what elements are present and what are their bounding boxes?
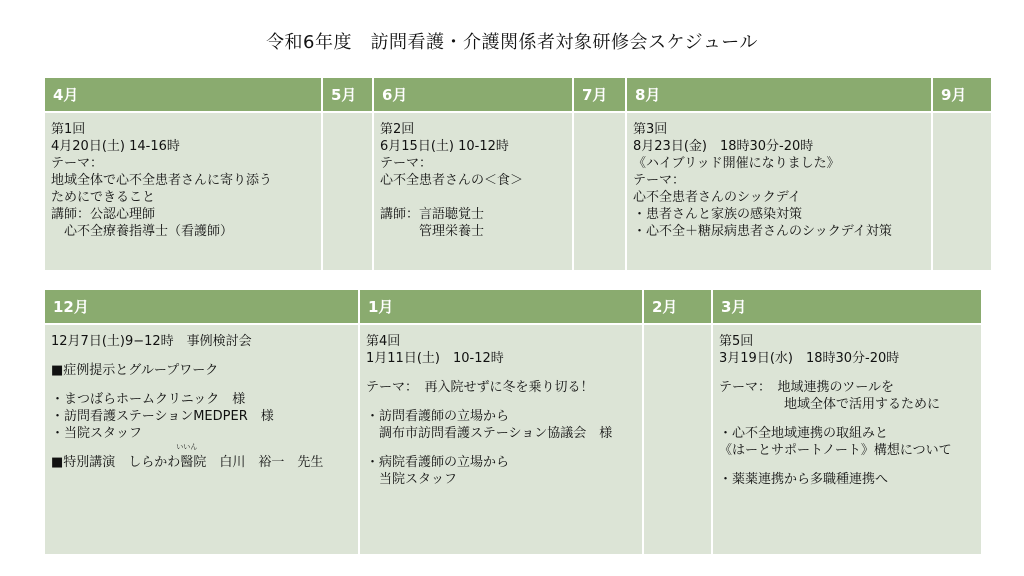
topic-item: 《はーとサポートノート》構想について (719, 443, 952, 458)
presenter-item: ・当院スタッフ (51, 426, 143, 441)
empty-cell-may (323, 113, 372, 270)
session-cell-april (45, 113, 321, 270)
session-number: 第4回 (366, 334, 401, 349)
session-datetime: 3月19日(水) 18時30分-20時 (719, 351, 900, 366)
ruby-kanji (176, 443, 198, 471)
spacer (719, 459, 981, 471)
spacer (719, 367, 981, 379)
month-header-row (45, 78, 991, 113)
session-row (45, 325, 981, 554)
schedule-table-second-half (43, 290, 983, 554)
session-cell-august (627, 113, 931, 270)
blank-line (380, 189, 572, 206)
month-header-row (45, 290, 981, 325)
month-header-january: 1月 (360, 290, 642, 325)
empty-cell-july (574, 113, 625, 270)
topic-item: ・患者さんと家族の感染対策 (633, 207, 803, 222)
month-header-july: 7月 (574, 78, 625, 113)
month-header-april: 4月 (45, 78, 321, 113)
theme-text: テーマ： 地域連携のツールを (719, 380, 894, 395)
theme-label: テーマ： (51, 156, 104, 171)
theme-label: テーマ： (633, 173, 686, 188)
spacer (51, 379, 358, 391)
schedule-table-first-half (43, 78, 993, 270)
special-lecture-text: ■特別講演 しらかわ (51, 455, 181, 470)
presenter-item: ・まつばらホームクリニック 様 (51, 392, 246, 407)
topic-item: ・訪問看護師の立場から (366, 409, 510, 424)
topic-item: ・心不全＋糖尿病患者さんのシックデイ対策 (633, 224, 892, 239)
lecturer-text: 管理栄養士 (380, 224, 485, 239)
spacer (366, 442, 642, 454)
theme-text: テーマ： 再入院せずに冬を乗り切る！ (366, 380, 594, 395)
spacer (719, 413, 981, 425)
theme-text: 地域全体で活用するために (719, 397, 941, 412)
session-row (45, 113, 991, 270)
session-number: 第5回 (719, 334, 754, 349)
topic-item: 調布市訪問看護ステーション協議会 様 (366, 426, 613, 441)
hybrid-notice: 《ハイブリッド開催になりました》 (633, 156, 840, 171)
lecturer-text: 講師：公認心理師 (51, 207, 156, 222)
topic-item: ・心不全地域連携の取組みと (719, 426, 889, 441)
ruby-base: 醫 (180, 455, 194, 470)
month-header-december: 12月 (45, 290, 358, 325)
spacer (366, 396, 642, 408)
session-cell-december (45, 325, 358, 554)
furigana: いいん (176, 443, 198, 451)
session-datetime: 4月20日(土) 14-16時 (51, 139, 180, 154)
topic-item: ・病院看護師の立場から (366, 455, 510, 470)
presenter-item: ・訪問看護ステーションMEDPER 様 (51, 409, 274, 424)
empty-cell-february (644, 325, 711, 554)
session-cell-march (713, 325, 981, 554)
spacer (366, 367, 642, 379)
topic-item: 当院スタッフ (366, 472, 458, 487)
lecturer-text: 講師：言語聴覚士 (380, 207, 485, 222)
theme-text: 地域全体で心不全患者さんに寄り添う (51, 173, 273, 188)
special-lecture (51, 443, 358, 471)
session-datetime: 1月11日(土) 10-12時 (366, 351, 504, 366)
theme-label: テーマ： (380, 156, 433, 171)
session-datetime: 6月15日(土) 10-12時 (380, 139, 509, 154)
month-header-february: 2月 (644, 290, 711, 325)
month-header-may: 5月 (323, 78, 372, 113)
spacer (51, 350, 358, 362)
session-datetime: 12月7日(土)9−12時 事例検討会 (51, 334, 252, 349)
month-header-march: 3月 (713, 290, 981, 325)
theme-text: ためにできること (51, 190, 156, 205)
theme-text: 心不全患者さんの＜食＞ (380, 173, 524, 188)
section-heading: ■症例提示とグループワーク (51, 363, 219, 378)
lecturer-text: 心不全療養指導士（看護師） (51, 224, 234, 239)
topic-item: ・薬薬連携から多職種連携へ (719, 472, 889, 487)
page-title: 令和6年度 訪問看護・介護関係者対象研修会スケジュール (266, 32, 758, 53)
session-number: 第1回 (51, 122, 86, 137)
session-number: 第3回 (633, 122, 668, 137)
session-number: 第2回 (380, 122, 415, 137)
month-header-august: 8月 (627, 78, 931, 113)
session-cell-january (360, 325, 642, 554)
theme-text: 心不全患者さんのシックデイ (633, 190, 801, 205)
empty-cell-september (933, 113, 991, 270)
special-lecture-text: 院 白川 裕一 先生 (193, 455, 324, 470)
month-header-september: 9月 (933, 78, 991, 113)
session-cell-june (374, 113, 572, 270)
session-datetime: 8月23日(金) 18時30分-20時 (633, 139, 814, 154)
month-header-june: 6月 (374, 78, 572, 113)
spacer (51, 442, 358, 454)
